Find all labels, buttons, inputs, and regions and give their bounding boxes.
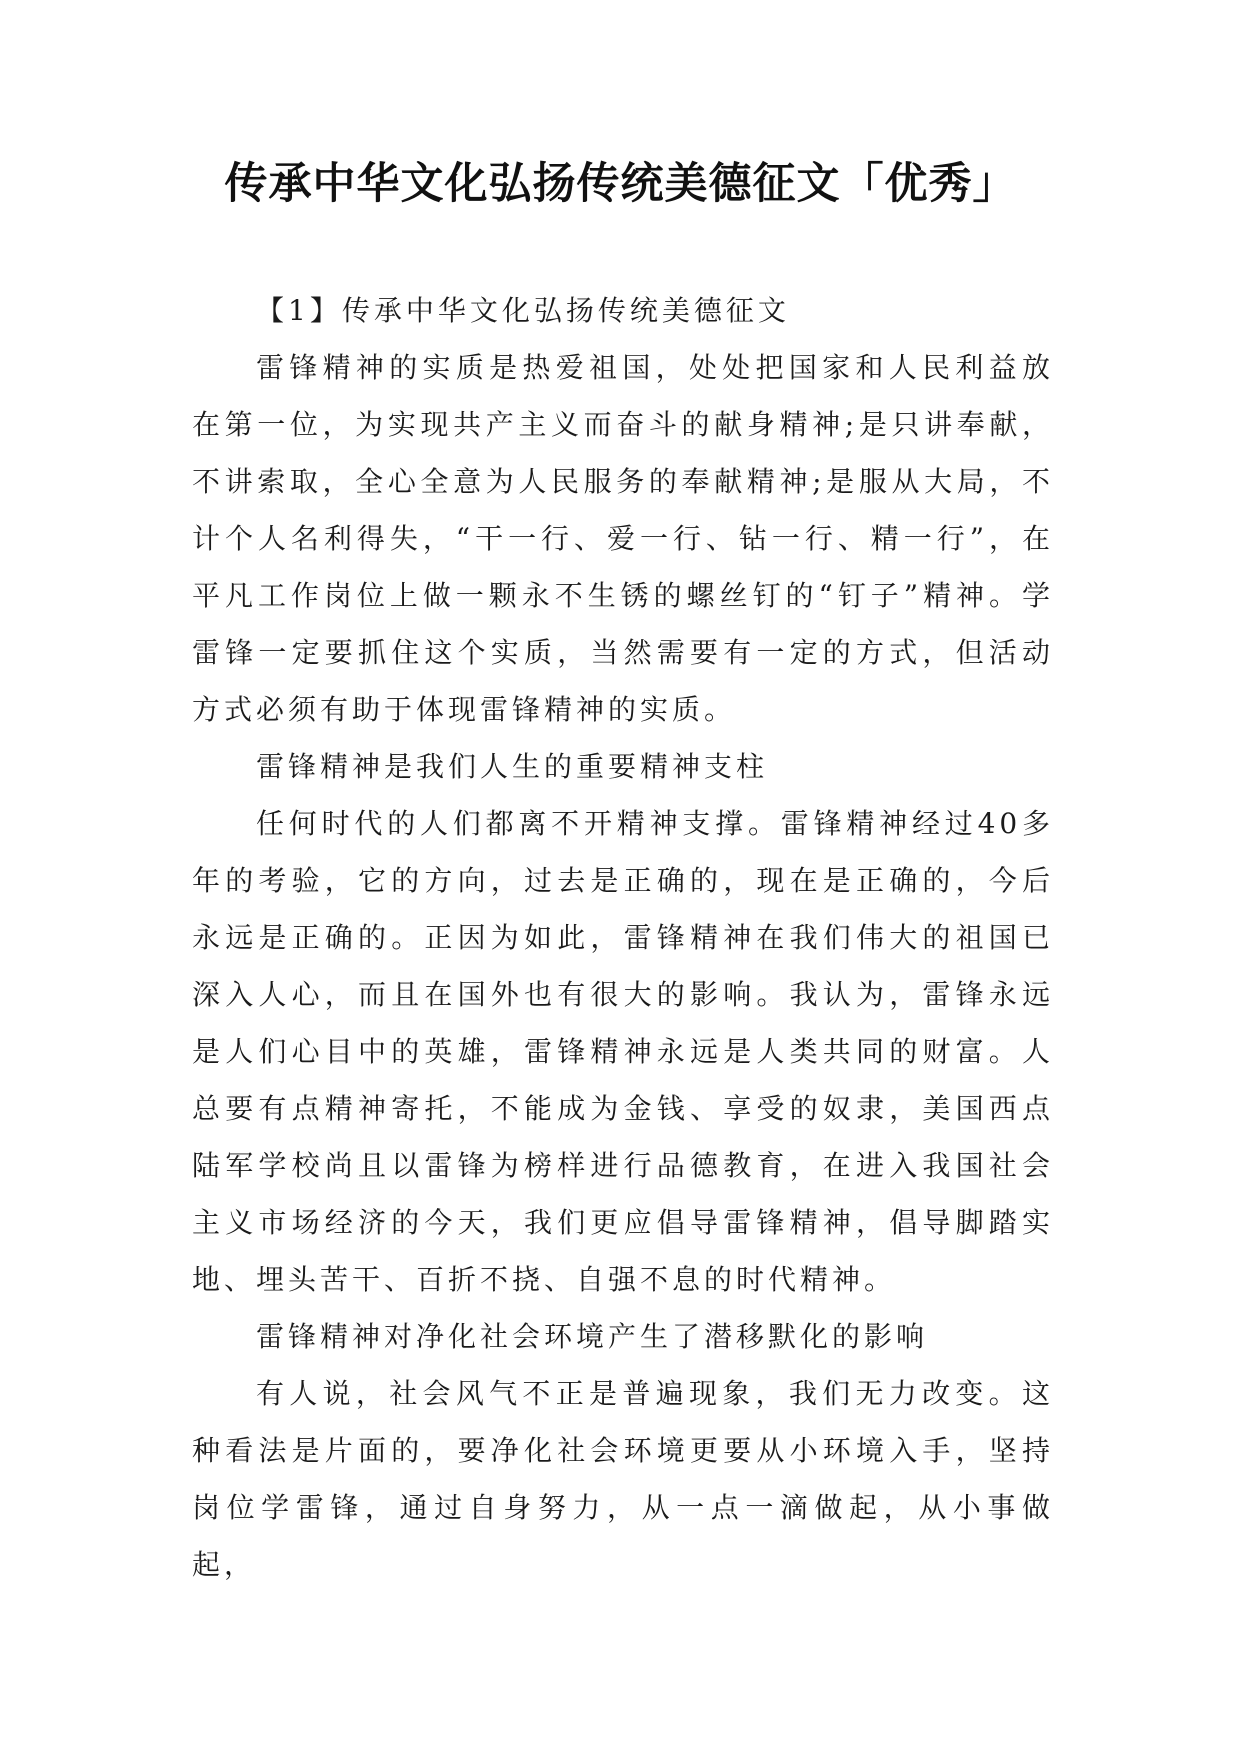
body-paragraph: 有人说，社会风气不正是普遍现象，我们无力改变。这种看法是片面的，要净化社会环境更要从小环境入手，坚持岗位学雷锋，通过自身努力，从一点一滴做起，从小事做起， [192,1377,1054,1581]
body-paragraph: 雷锋精神的实质是热爱祖国，处处把国家和人民利益放在第一位，为实现共产主义而奋斗的献身精神;是只讲奉献，不讲索取，全心全意为人民服务的奉献精神;是服从大局，不计个人名利得失，“干一行、爱一行、钻一行、精一行”，在平凡工作岗位上做一颗永不生锈的螺丝钉的“钉子”精神。学雷锋一定要抓住这个实质，当然需要有一定的方式，但活动方式必须有助于体现雷锋精神的实质。 [192,351,1054,726]
subheading: 雷锋精神对净化社会环境产生了潜移默化的影响 [256,1320,929,1353]
document-title: 传承中华文化弘扬传统美德征文「优秀」 [224,159,1017,209]
body-paragraph: 任何时代的人们都离不开精神支撑。雷锋精神经过40多年的考验，它的方向，过去是正确的，现在是正确的，今后永远是正确的。正因为如此，雷锋精神在我们伟大的祖国已深入人心，而且在国外也有很大的影响。我认为，雷锋永远是人们心目中的英雄，雷锋精神永远是人类共同的财富。人总要有点精神寄托，不能成为金钱、享受的奴隶，美国西点陆军学校尚且以雷锋为榜样进行品德教育，在进入我国社会主义市场经济的今天，我们更应倡导雷锋精神，倡导脚踏实地、埋头苦干、百折不挠、自强不息的时代精神。 [192,807,1054,1296]
document-body [192,282,1054,1593]
subheading: 雷锋精神是我们人生的重要精神支柱 [256,750,769,783]
section-heading: 【1】传承中华文化弘扬传统美德征文 [256,294,790,327]
